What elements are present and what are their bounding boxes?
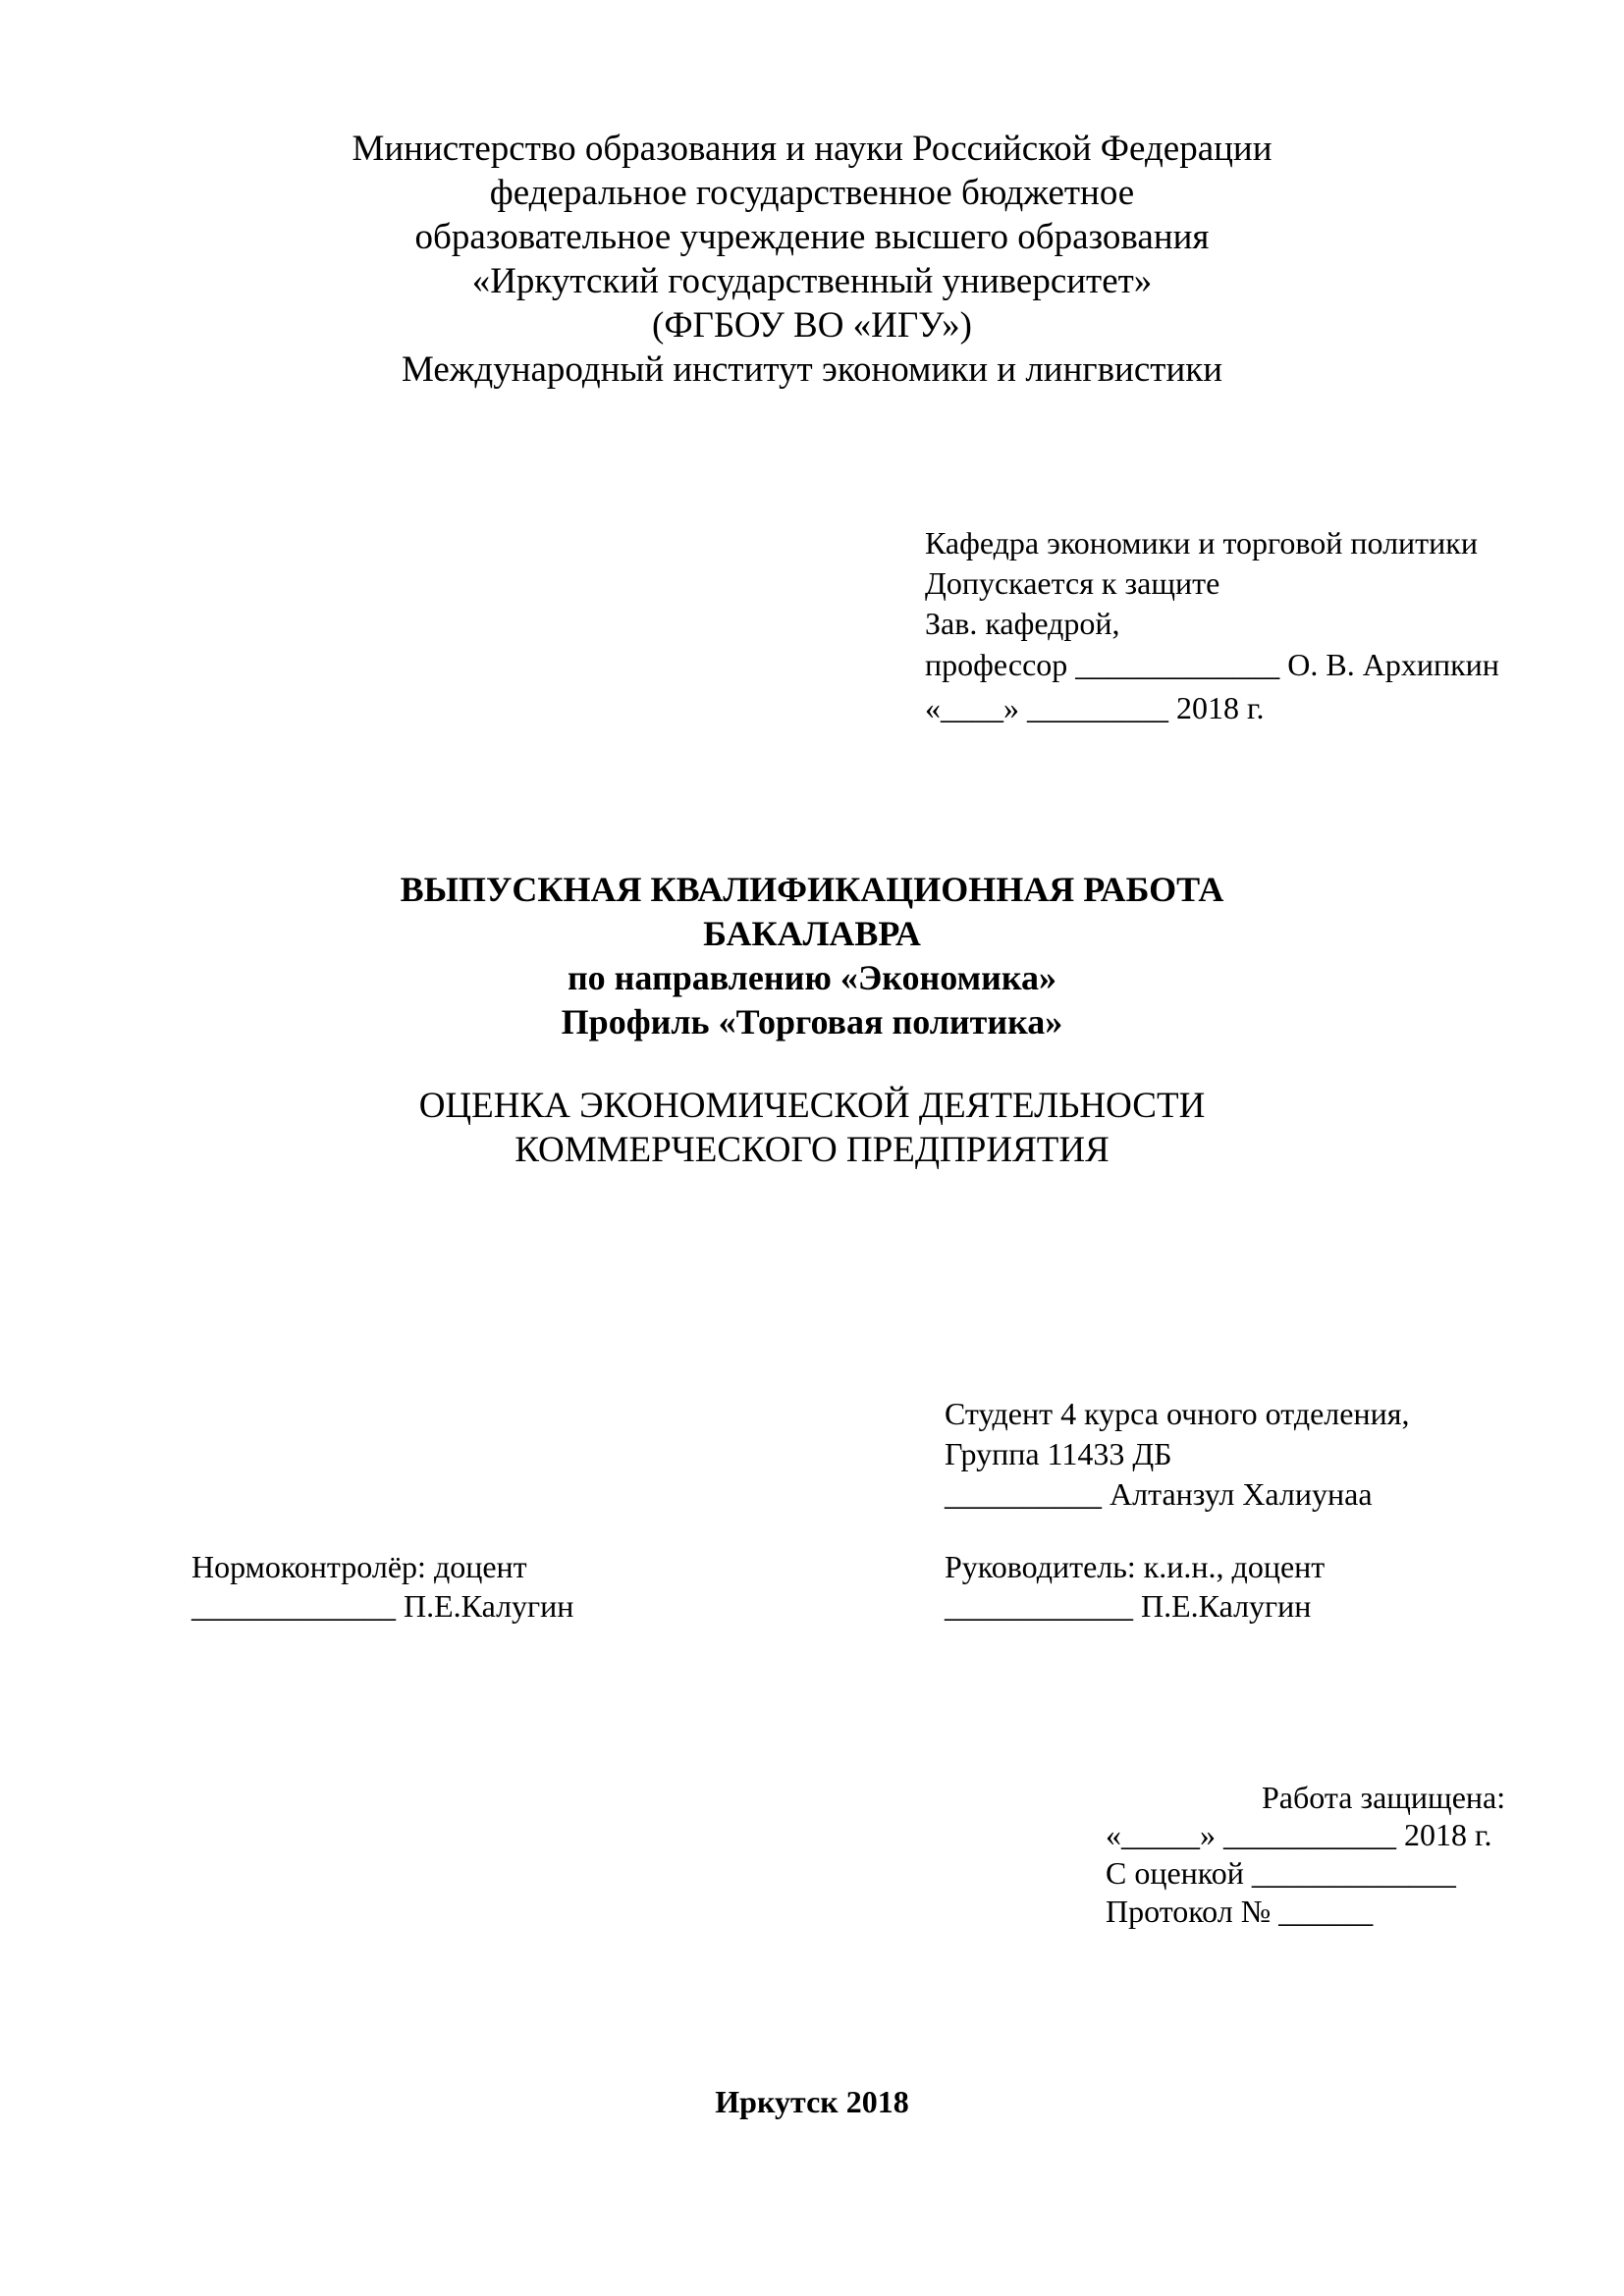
approval-date-line: «____» _________ 2018 г. xyxy=(925,690,1265,725)
approval-department: Кафедра экономики и торговой политики xyxy=(925,525,1478,561)
work-title-line-1: ВЫПУСКНАЯ КВАЛИФИКАЦИОННАЯ РАБОТА xyxy=(400,870,1224,909)
topic-line-1: ОЦЕНКА ЭКОНОМИЧЕСКОЙ ДЕЯТЕЛЬНОСТИ xyxy=(418,1086,1206,1126)
header-line-university-abbr: (ФГБОУ ВО «ИГУ») xyxy=(652,305,972,346)
supervisor-title: Руководитель: к.и.н., доцент xyxy=(945,1549,1326,1584)
footer-city-year: Иркутск 2018 xyxy=(715,2084,909,2119)
normcontrol-title: Нормоконтролёр: доцент xyxy=(191,1549,527,1584)
approval-admitted: Допускается к защите xyxy=(925,565,1220,601)
work-title-direction: по направлению «Экономика» xyxy=(567,958,1057,997)
work-title-profile: Профиль «Торговая политика» xyxy=(561,1002,1063,1041)
approval-head-title: Зав. кафедрой, xyxy=(925,606,1120,641)
header-line-ministry: Министерство образования и науки Российской Федерации xyxy=(352,129,1272,169)
student-course: Студент 4 курса очного отделения, xyxy=(945,1396,1410,1431)
student-signature-line: __________ Алтанзул Халиунаа xyxy=(945,1476,1373,1512)
approval-signature-line: профессор _____________ О. В. Архипкин xyxy=(925,647,1499,682)
defense-heading: Работа защищена: xyxy=(1262,1780,1506,1815)
work-title-line-2: БАКАЛАВРА xyxy=(703,914,921,953)
header-line-university-name: «Иркутский государственный университет» xyxy=(471,261,1153,301)
defense-date-line: «_____» ___________ 2018 г. xyxy=(1106,1817,1492,1852)
defense-protocol-line: Протокол № ______ xyxy=(1106,1894,1374,1929)
supervisor-signature-line: ____________ П.Е.Калугин xyxy=(945,1588,1312,1624)
student-group: Группа 11433 ДБ xyxy=(945,1436,1172,1471)
defense-grade-line: С оценкой _____________ xyxy=(1106,1855,1456,1891)
header-line-education-level: образовательное учреждение высшего образования xyxy=(414,217,1210,257)
header-line-institute: Международный институт экономики и лингвистики xyxy=(401,349,1223,390)
normcontrol-signature-line: _____________ П.Е.Калугин xyxy=(191,1588,574,1624)
header-line-institution-type: федеральное государственное бюджетное xyxy=(489,173,1135,213)
topic-line-2: КОММЕРЧЕСКОГО ПРЕДПРИЯТИЯ xyxy=(514,1130,1110,1170)
